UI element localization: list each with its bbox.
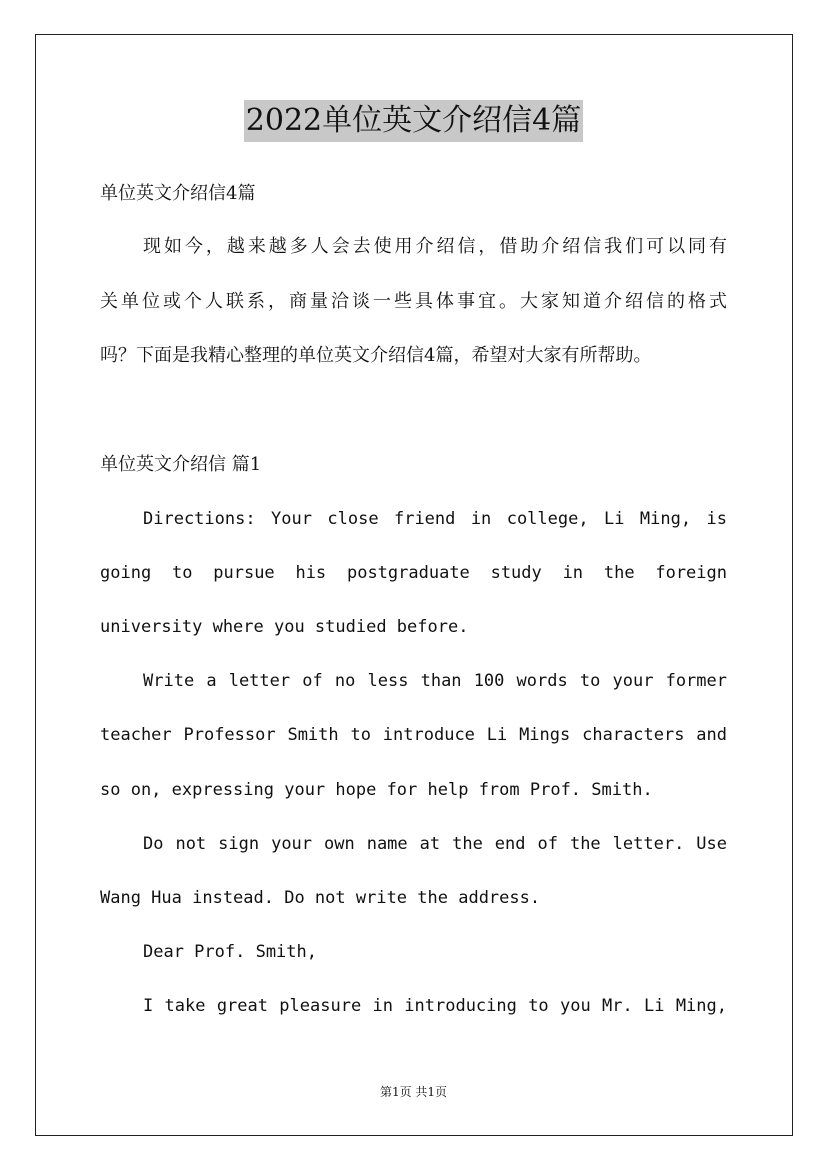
body-line-8: Wang Hua instead. Do not write the address.: [100, 888, 541, 908]
subtitle: 单位英文介绍信4篇: [100, 183, 256, 204]
body-line-10: I take great pleasure in introducing to you Mr. Li Ming,: [143, 996, 727, 1016]
section-heading: 单位英文介绍信 篇1: [100, 454, 262, 475]
body-line-2: going to pursue his postgraduate study in the foreign: [100, 563, 727, 583]
page-footer: 第1页 共1页: [379, 1085, 448, 1099]
body-line-5: teacher Professor Smith to introduce Li Mings characters and: [100, 725, 727, 745]
title-container: [0, 100, 827, 142]
page-title: 2022单位英文介绍信4篇: [244, 100, 583, 142]
intro-line-1: 现如今，越来越多人会去使用介绍信，借助介绍信我们可以同有: [143, 236, 727, 257]
body-line-1: Directions: Your close friend in college, Li Ming, is: [143, 509, 727, 529]
body-line-4: Write a letter of no less than 100 words to your former: [143, 671, 727, 691]
body-line-7: Do not sign your own name at the end of the letter. Use: [143, 834, 727, 854]
body-line-6: so on, expressing your hope for help from Prof. Smith.: [100, 780, 653, 800]
intro-line-3: 吗？下面是我精心整理的单位英文介绍信4篇，希望对大家有所帮助。: [100, 345, 652, 366]
body-line-9: Dear Prof. Smith,: [143, 942, 317, 962]
intro-line-2: 关单位或个人联系，商量洽谈一些具体事宜。大家知道介绍信的格式: [100, 291, 727, 312]
body-line-3: university where you studied before.: [100, 617, 469, 637]
